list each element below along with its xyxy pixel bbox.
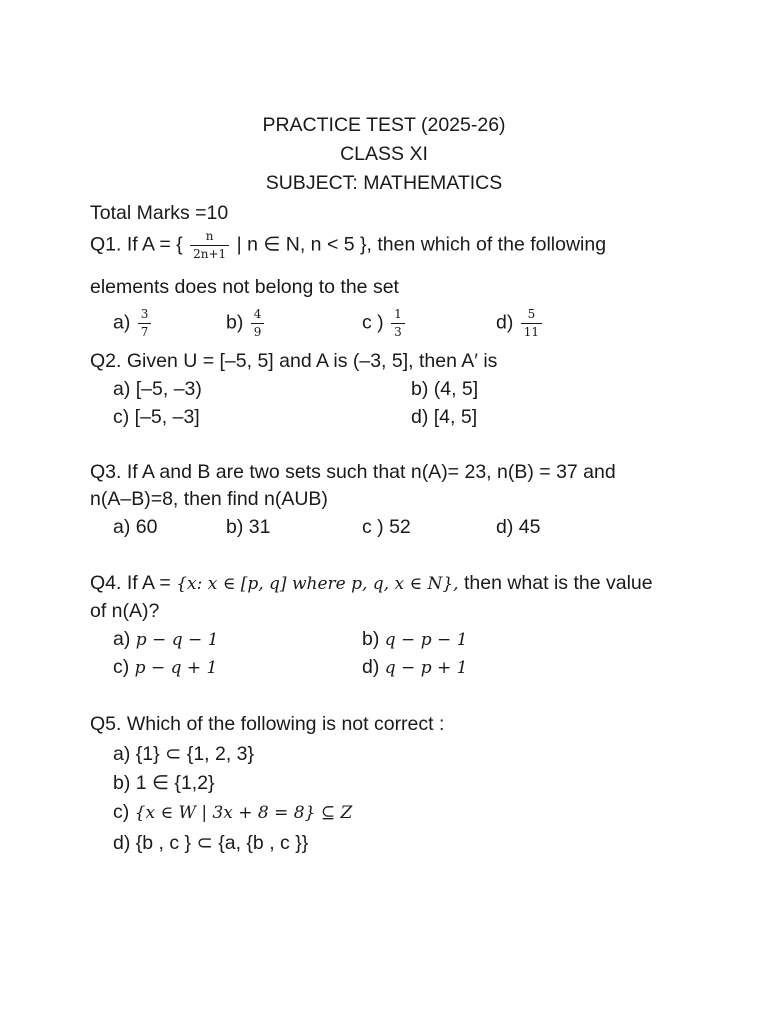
q5-stem: Q5. Which of the following is not correct : bbox=[90, 713, 445, 735]
q4-suffix: then what is the value bbox=[458, 572, 653, 594]
q5-option-c-math: {x ∈ W | 3x + 8 = 8} ⊆ Z bbox=[134, 803, 353, 823]
q2-option-c: c) [–5, –3] bbox=[113, 406, 200, 428]
q1-prefix: Q1. If A = { bbox=[90, 233, 183, 256]
q3-option-b: b) 31 bbox=[226, 516, 271, 538]
q4-option-a bbox=[113, 628, 218, 651]
q5-option-c-label: c) bbox=[113, 801, 130, 823]
q3-stem-line2: n(A–B)=8, then find n(AUB) bbox=[90, 488, 328, 510]
q1-frac-num: n bbox=[205, 229, 214, 243]
q5-option-b bbox=[113, 771, 215, 795]
frac-num: 3 bbox=[140, 307, 149, 321]
q1-option-a-fraction bbox=[138, 308, 152, 338]
q1-option-c-label: c ) bbox=[362, 311, 384, 334]
q4-option-d-label: d) bbox=[362, 656, 380, 678]
q1-set-fraction bbox=[190, 230, 229, 260]
q1-option-b bbox=[226, 308, 266, 338]
frac-den: 3 bbox=[391, 323, 405, 339]
class-label: CLASS XI bbox=[340, 143, 428, 165]
q4-prefix: Q4. If A = bbox=[90, 572, 177, 594]
q5-option-c bbox=[113, 801, 352, 824]
q5-option-b-label: b) bbox=[113, 772, 131, 794]
q4-option-b bbox=[362, 628, 467, 651]
q4-option-c-math: p − q + 1 bbox=[134, 658, 218, 678]
q1-option-a bbox=[113, 308, 153, 338]
q5-option-a-label: a) bbox=[113, 743, 131, 765]
q1-suffix: | n ∈ N, n < 5 }, then which of the following bbox=[236, 233, 607, 256]
q4-option-b-label: b) bbox=[362, 628, 380, 650]
q2-option-a: a) [–5, –3) bbox=[113, 378, 202, 400]
q1-option-a-label: a) bbox=[113, 311, 131, 334]
q1-option-d-label: d) bbox=[496, 311, 514, 334]
q3-option-d: d) 45 bbox=[496, 516, 541, 538]
q5-option-a-text: {1} ⊂ {1, 2, 3} bbox=[135, 743, 255, 765]
q5-option-d bbox=[113, 831, 308, 855]
q1-option-c bbox=[362, 308, 407, 338]
q3-option-c: c ) 52 bbox=[362, 516, 411, 538]
q5-option-b-text: 1 ∈ {1,2} bbox=[135, 772, 215, 794]
q5-option-d-label: d) bbox=[113, 832, 131, 854]
frac-num: 5 bbox=[527, 307, 536, 321]
q1-line2: elements does not belong to the set bbox=[90, 276, 399, 298]
q4-option-a-math: p − q − 1 bbox=[135, 630, 219, 650]
q4-line2: of n(A)? bbox=[90, 600, 160, 622]
frac-den: 7 bbox=[138, 323, 152, 339]
q4-option-a-label: a) bbox=[113, 628, 131, 650]
frac-num: 1 bbox=[394, 307, 402, 321]
test-title: PRACTICE TEST (2025-26) bbox=[262, 114, 506, 136]
q3-stem-line1: Q3. If A and B are two sets such that n(A)= 23, n(B) = 37 and bbox=[90, 461, 616, 483]
total-marks: Total Marks =10 bbox=[90, 202, 229, 224]
q1-option-d-fraction bbox=[521, 308, 542, 338]
q4-option-d-math: q − p + 1 bbox=[384, 658, 468, 678]
q4-option-d bbox=[362, 656, 467, 679]
frac-num: 4 bbox=[253, 307, 262, 321]
q1-frac-den: 2n+1 bbox=[190, 245, 229, 261]
q1-option-c-fraction bbox=[391, 308, 405, 338]
q2-option-d: d) [4, 5] bbox=[411, 406, 478, 428]
q1-stem bbox=[90, 230, 606, 260]
q1-option-d bbox=[496, 308, 544, 338]
q5-option-d-text: {b , c } ⊂ {a, {b , c }} bbox=[135, 832, 309, 854]
frac-den: 9 bbox=[251, 323, 265, 339]
q3-option-a: a) 60 bbox=[113, 516, 158, 538]
q4-stem bbox=[90, 572, 653, 595]
q4-option-c-label: c) bbox=[113, 656, 130, 678]
q1-option-b-fraction bbox=[251, 308, 265, 338]
q1-option-b-label: b) bbox=[226, 311, 244, 334]
subject-label: SUBJECT: MATHEMATICS bbox=[265, 172, 503, 194]
q4-set-expression: {x: x ∈ [p, q] where p, q, x ∈ N}, bbox=[176, 574, 459, 594]
q5-option-a bbox=[113, 742, 254, 766]
q4-option-c bbox=[113, 656, 217, 679]
q4-option-b-math: q − p − 1 bbox=[384, 630, 468, 650]
q2-stem: Q2. Given U = [–5, 5] and A is (–3, 5], then A′ is bbox=[90, 350, 498, 372]
q2-option-b: b) (4, 5] bbox=[411, 378, 479, 400]
frac-den: 11 bbox=[521, 323, 542, 339]
